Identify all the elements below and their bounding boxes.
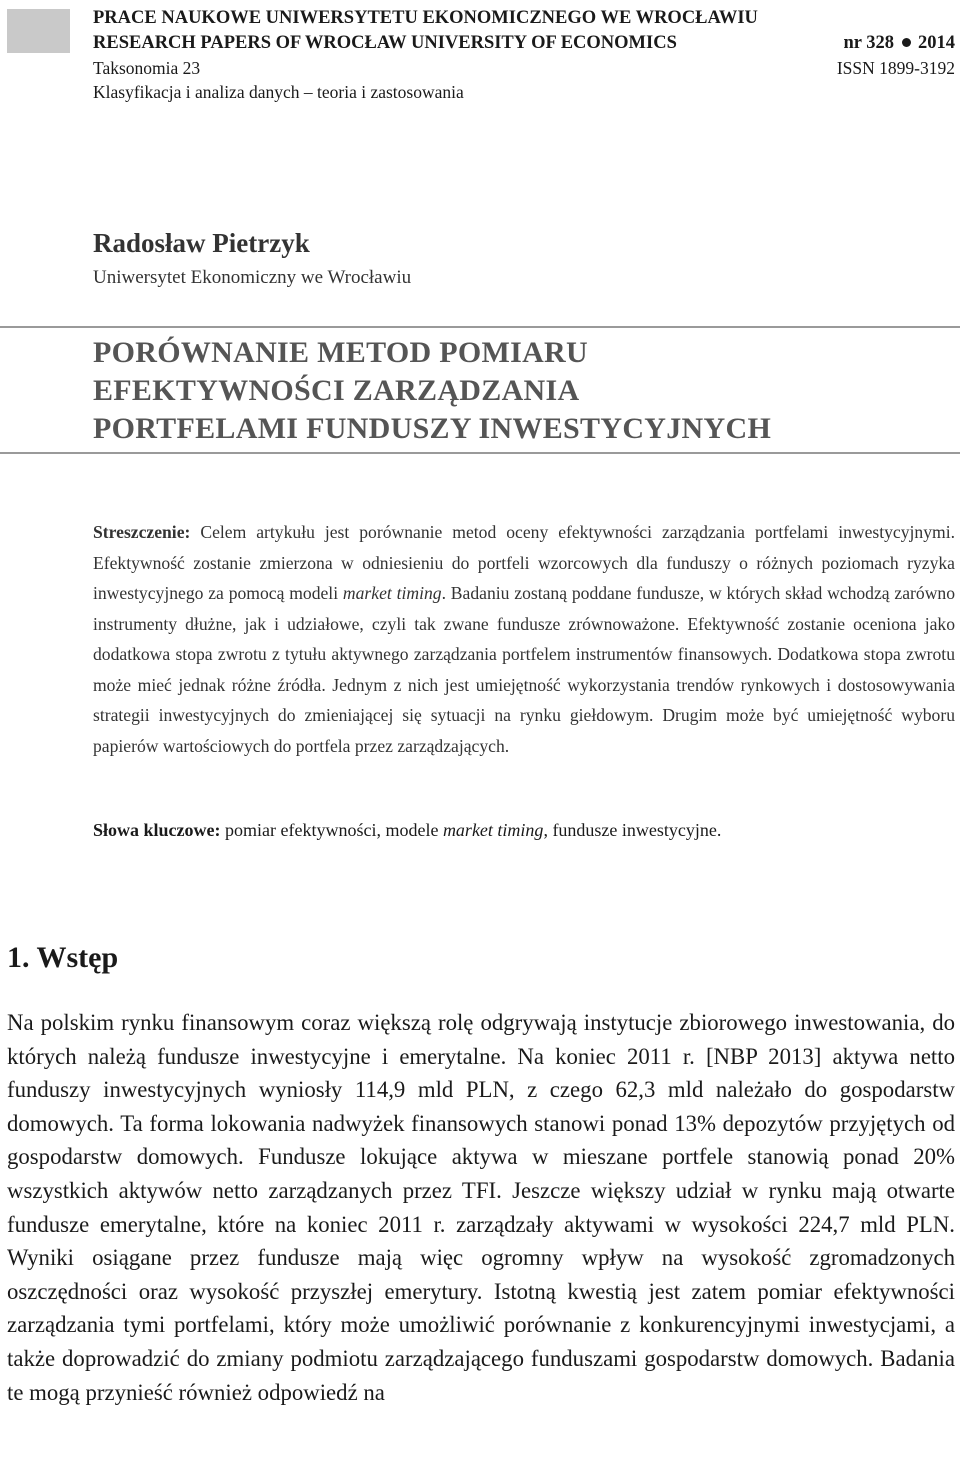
keywords: [93, 815, 955, 845]
keywords-italic-1: market timing: [442, 820, 544, 840]
abstract-italic-1: market timing: [342, 583, 442, 603]
taxonomy-row: [93, 56, 955, 80]
author-name: Radosław Pietrzyk: [93, 228, 310, 258]
author-block: [93, 226, 411, 291]
title-line-3: PORTFELAMI FUNDUSZY INWESTYCYJNYCH: [93, 412, 772, 445]
journal-name-en: RESEARCH PAPERS OF WROCŁAW UNIVERSITY OF ECONOMICS: [93, 33, 677, 53]
journal-name-en-row: [93, 31, 955, 56]
journal-header: [93, 6, 955, 104]
section-heading: 1. Wstęp: [7, 941, 119, 974]
article-title: [93, 334, 771, 448]
author-affiliation: Uniwersytet Ekonomiczny we Wrocławiu: [93, 267, 412, 288]
section-paragraph: Na polskim rynku finansowym coraz większą rolę odgrywają instytucje zbiorowego inwestowania, do których należą fundusze inwestycyjne i emerytalne. Na koniec 2011 r. [NBP 2013] aktywa netto funduszy inwestycyjnych wyniosły 114,9 mld PLN, z czego 62,3 mld należało do gospodarstw domowych. Ta forma lokowania nadwyżek finansowych stanowi ponad 13% depozytów przyjętych od gospodarstw domowych. Fundusze lokujące aktywa w mieszane portfele stanowią ponad 20% wszystkich aktywów netto zarządzanych przez TFI. Jeszcze większy udział w rynku mają otwarte fundusze emerytalne, które na koniec 2011 r. zarządzały aktywami w wysokości 224,7 mld PLN. Wyniki osiągane przez fundusze mają więc ogromny wpływ na wysokość zgromadzonych oszczędności oraz wysokość przyszłej emerytury. Istotną kwestią jest zatem pomiar efektywności zarządzania tymi portfelami, który może umożliwić porównanie z konkurencyjnymi inwestycjami, a także doprowadzić do zmiany podmiotu zarządzającego funduszami gospodarstw domowych. Badania te mogą przynieść również odpowiedź na: [7, 1010, 955, 1405]
issue-number: nr 328: [843, 33, 894, 53]
divider-bottom: [0, 452, 960, 454]
abstract-text-2: . Badaniu zostaną poddane fundusze, w których skład wchodzą zarówno instrumenty dłużne, jak i udziałowe, czyli tak zwane fundusze zrównoważone. Efektywność zostanie oceniona jako dodatkowa stopa zwrotu z tytułu aktywnego zarządzania portfelem instrumentów finansowych. Dodatkowa stopa zwrotu może mieć jednak różne źródła. Jednym z nich jest umiejętność wykorzystania trendów rynkowych i dostosowywania strategii inwestycyjnych do zmieniającej się sytuacji na rynku giełdowym. Drugim może być umiejętność wyboru papierów wartościowych do portfela przez zarządzających.: [93, 583, 956, 756]
title-line-1: PORÓWNANIE METOD POMIARU: [93, 336, 588, 369]
abstract-label: Streszczenie:: [93, 522, 191, 542]
keywords-text-2: , fundusze inwestycyjne.: [543, 820, 722, 840]
journal-name-pl: PRACE NAUKOWE UNIWERSYTETU EKONOMICZNEGO WE WROCŁAWIU: [93, 8, 758, 28]
divider-top: [0, 326, 960, 328]
title-line-2: EFEKTYWNOŚCI ZARZĄDZANIA: [93, 374, 580, 407]
abstract-text-1: Celem artykułu jest porównanie metod oceny efektywności zarządzania portfelami inwestycyjnymi. Efektywność zostanie zmierzona w odniesieniu do portfeli wzorcowych dla funduszy o różnych poziomach ryzyka inwestycyjnego za pomocą modeli: [93, 522, 955, 603]
abstract: [93, 517, 955, 761]
header-gray-box: [7, 9, 70, 53]
keywords-label: Słowa kluczowe:: [93, 820, 221, 840]
taxonomy: Taksonomia 23: [93, 58, 201, 78]
issn: ISSN 1899-3192: [836, 58, 955, 78]
bullet-icon: [902, 38, 911, 47]
series-name: Klasyfikacja i analiza danych – teoria i zastosowania: [93, 82, 464, 102]
issue-info: [843, 31, 955, 56]
issue-year: 2014: [918, 33, 955, 53]
keywords-text-1: pomiar efektywności, modele: [220, 820, 443, 840]
